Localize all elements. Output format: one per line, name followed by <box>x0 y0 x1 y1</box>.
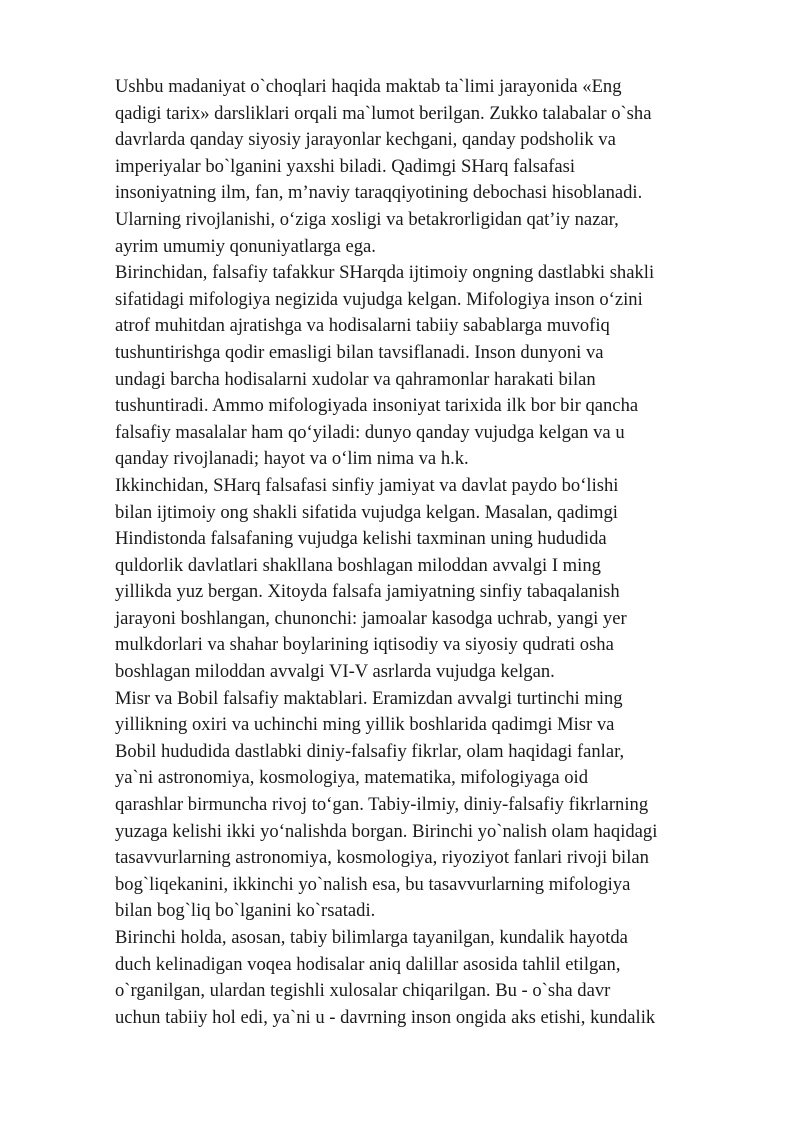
text-line: qadigi tarix» darsliklari orqali ma`lumot berilgan. Zukko talabalar o`sha <box>115 102 652 124</box>
text-line: atrof muhitdan ajratishga va hodisalarni tabiiy sabablarga muvofiq <box>115 315 610 337</box>
text-line: o`rganilgan, ulardan tegishli xulosalar chiqarilgan. Bu - o`sha davr <box>115 980 611 1002</box>
text-line: Birinchidan, falsafiy tafakkur SHarqda ijtimoiy ongning dastlabki shakli <box>115 262 655 284</box>
text-line: bog`liqekanini, ikkinchi yo`nalish esa, bu tasavvurlarning mifologiya <box>115 873 631 895</box>
text-line: boshlagan miloddan avvalgi VI-V asrlarda vujudga kelgan. <box>115 661 555 683</box>
text-line: quldorlik davlatlari shakllana boshlagan miloddan avvalgi I ming <box>115 554 601 576</box>
text-line: imperiyalar bo`lganini yaxshi biladi. Qadimgi SHarq falsafasi <box>115 155 576 177</box>
text-line: ayrim umumiy qonuniyatlarga ega. <box>115 235 376 257</box>
text-line: jarayoni boshlangan, chunonchi: jamoalar kasodga uchrab, yangi yer <box>115 607 627 629</box>
text-line: qanday rivojlanadi; hayot va o‘lim nima va h.k. <box>115 448 469 470</box>
text-line: bilan bog`liq bo`lganini ko`rsatadi. <box>115 900 376 922</box>
text-line: Birinchi holda, asosan, tabiy bilimlarga tayanilgan, kundalik hayotda <box>115 927 628 948</box>
text-line: Ularning rivojlanishi, o‘ziga xosligi va betakrorligidan qat’iy nazar, <box>115 208 619 230</box>
text-line: tushuntiradi. Ammo mifologiyada insoniyat tarixida ilk bor bir qancha <box>115 395 639 417</box>
text-line: mulkdorlari va shahar boylarining iqtisodiy va siyosiy qudrati osha <box>115 634 614 656</box>
text-line: Hindistonda falsafaning vujudga kelishi taxminan uning hududida <box>115 528 607 550</box>
text-line: yillikning oxiri va uchinchi ming yillik boshlarida qadimgi Misr va <box>115 714 615 736</box>
text-line: duch kelinadigan voqea hodisalar aniq dalillar asosida tahlil etilgan, <box>115 953 621 975</box>
text-line: insoniyatning ilm, fan, m’naviy taraqqiyotining debochasi hisoblanadi. <box>115 182 643 204</box>
text-line: yillikda yuz bergan. Xitoyda falsafa jamiyatning sinfiy tabaqalanish <box>115 581 620 603</box>
text-line: Ikkinchidan, SHarq falsafasi sinfiy jamiyat va davlat paydo bo‘lishi <box>115 474 619 496</box>
text-line: tasavvurlarning astronomiya, kosmologiya, riyoziyot fanlari rivoji bilan <box>115 847 649 869</box>
text-line: Ushbu madaniyat o`choqlari haqida maktab ta`limi jarayonida «Eng <box>115 76 622 97</box>
text-line: sifatidagi mifologiya negizida vujudga kelgan. Mifologiya inson o‘zini <box>115 288 643 310</box>
text-line: yuzaga kelishi ikki yo‘nalishda borgan. Birinchi yo`nalish olam haqidagi <box>115 820 658 842</box>
document-body <box>115 74 755 1031</box>
text-line: Bobil hududida dastlabki diniy-falsafiy fikrlar, olam haqidagi fanlar, <box>115 740 625 762</box>
text-line: undagi barcha hodisalarni xudolar va qahramonlar harakati bilan <box>115 368 596 390</box>
text-line: bilan ijtimoiy ong shakli sifatida vujudga kelgan. Masalan, qadimgi <box>115 501 618 523</box>
text-line: qarashlar birmuncha rivoj to‘gan. Tabiy-ilmiy, diniy-falsafiy fikrlarning <box>115 794 649 816</box>
text-line: uchun tabiiy hol edi, ya`ni u - davrning inson ongida aks etishi, kundalik <box>115 1006 656 1028</box>
text-line: ya`ni astronomiya, kosmologiya, matematika, mifologiyaga oid <box>115 767 589 789</box>
text-line: tushuntirishga qodir emasligi bilan tavsiflanadi. Inson dunyoni va <box>115 341 604 363</box>
text-line: falsafiy masalalar ham qo‘yiladi: dunyo qanday vujudga kelgan va u <box>115 421 625 443</box>
text-line: davrlarda qanday siyosiy jarayonlar kechgani, qanday podsholik va <box>115 129 616 151</box>
text-line: Misr va Bobil falsafiy maktablari. Eramizdan avvalgi turtinchi ming <box>115 687 623 709</box>
